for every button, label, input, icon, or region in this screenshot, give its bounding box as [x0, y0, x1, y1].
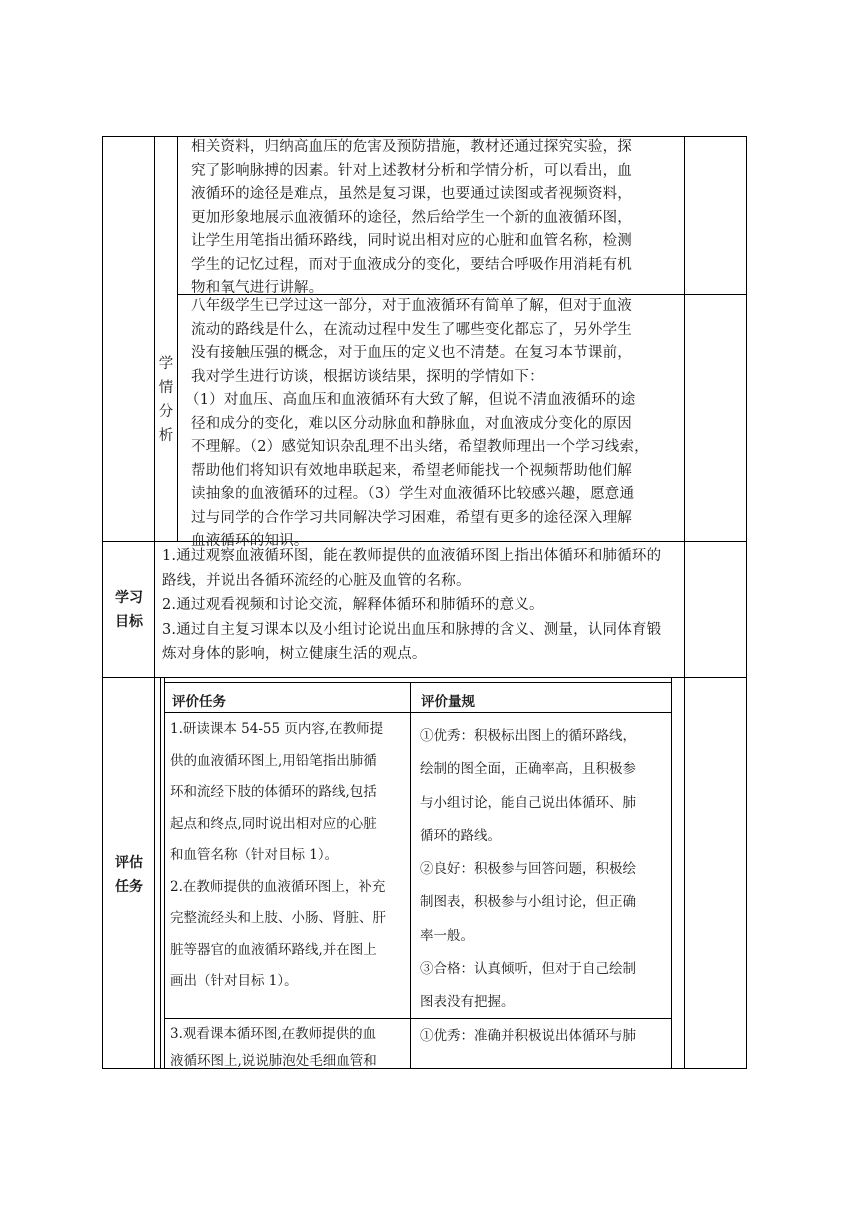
task-1-2-text [170, 714, 408, 998]
rubric-line: 制图表，积极参与小组讨论，但正确 [420, 894, 636, 911]
inner-table-top [164, 682, 672, 683]
rubric-line: 率一般。 [420, 927, 474, 944]
label-line: 任务 [115, 879, 143, 895]
sublabel-column-divider [177, 136, 178, 541]
header-evaluation-task: 评价任务 [172, 694, 226, 710]
text-line: 血液循环的知识。 [191, 533, 309, 549]
inner-header-divider [164, 712, 672, 713]
student-analysis-label: 学情分析 [158, 356, 174, 444]
rubric-line: ②良好：积极参与回答问题，积极绘 [420, 861, 636, 878]
task-line: 完整流经头和上肢、小肠、肾脏、肝 [170, 910, 386, 926]
inner-table-left-outer [160, 677, 161, 1068]
task-line: 起点和终点,同时说出相对应的心脏 [170, 815, 377, 832]
remark-column-divider-lower [684, 677, 685, 1068]
text-line: 帮助他们将知识有效地串联起来，希望老师能找一个视频帮助他们解 [191, 462, 632, 479]
goal-line: 3.通过自主复习课本以及小组讨论说出血压和脉搏的含义、测量，认同体育锻 [162, 621, 662, 638]
text-line: 物和氧气进行讲解。 [191, 280, 324, 296]
rubric-1-text [420, 720, 670, 1020]
textbook-analysis-text [191, 136, 681, 301]
learning-goals-text [162, 544, 682, 667]
task-line: 供的血液循环图上,用铅笔指出肺循 [170, 752, 377, 769]
label-column-divider [154, 136, 155, 1068]
label-line: 评估 [115, 855, 143, 871]
learning-goals-label [104, 586, 154, 634]
rubric-line: 与小组讨论，能自己说出体循环、肺 [420, 794, 636, 811]
text-line: 究了影响脉搏的因素。针对上述教材分析和学情分析，可以看出，血 [191, 162, 632, 179]
rubric-line: ③合格：认真倾听，但对于自己绘制 [420, 961, 636, 978]
rubric-line: 图表没有把握。 [420, 994, 515, 1011]
task-line: 环和流经下肢的体循环的路线,包括 [170, 784, 377, 800]
task-line: 和血管名称（针对目标 1）。 [170, 847, 339, 863]
label-line: 学习 [115, 590, 143, 606]
header-evaluation-rubric: 评价量规 [421, 694, 475, 710]
rubric-line: ①优秀：准确并积极说出体循环与肺 [420, 1028, 636, 1044]
label-line: 目标 [115, 614, 143, 630]
assessment-tasks-label [104, 851, 154, 899]
text-line: （1）对血压、高血压和血液循环有大致了解，但说不清血液循环的途 [185, 392, 636, 408]
rubric-2-text [420, 1023, 670, 1050]
task-3-text [170, 1021, 408, 1075]
task-line: 画出（针对目标 1）。 [170, 973, 298, 989]
inner-column-divider [410, 682, 411, 1068]
goal-line: 路线，并说出各循环流经的心脏及血管的名称。 [162, 572, 471, 589]
rubric-line: 循环的路线。 [420, 827, 501, 844]
text-line: 我对学生进行访谈，根据访谈结果，探明的学情如下： [191, 368, 544, 385]
goal-line: 2.通过观看视频和讨论交流，解释体循环和肺循环的意义。 [162, 597, 544, 613]
text-line: 读抽象的血液循环的过程。（3）学生对血液循环比较感兴趣，愿意通 [191, 486, 635, 502]
inner-table-left [164, 677, 165, 1068]
text-line: 液循环的途径是难点，虽然是复习课，也要通过读图或者视频资料， [191, 186, 632, 202]
text-line: 不理解。（2）感觉知识杂乱理不出头绪，希望教师理出一个学习线索， [191, 439, 649, 455]
goal-line: 炼对身体的影响，树立健康生活的观点。 [162, 646, 427, 662]
rubric-line: 绘制的图全面，正确率高，且积极参 [420, 761, 636, 778]
task-line: 3.观看课本循环图,在教师提供的血 [170, 1026, 377, 1042]
inner-table-right [671, 677, 672, 1068]
text-line: 相关资料，归纳高血压的危害及预防措施，教材还通过探究实验，探 [191, 139, 632, 155]
text-line: 更加形象地展示血液循环的途径，然后给学生一个新的血液循环图， [191, 209, 632, 226]
task-line: 液循环图上,说说肺泡处毛细血管和 [170, 1053, 377, 1069]
rubric-line: ①优秀：积极标出图上的循环路线， [420, 728, 636, 744]
text-line: 径和成分的变化，难以区分动脉血和静脉血，对血液成分变化的原因 [191, 415, 632, 432]
table-right-border [746, 136, 747, 1068]
text-line: 过与同学的合作学习共同解决学习困难，希望有更多的途径深入理解 [191, 509, 632, 526]
text-line: 八年级学生已学过这一部分，对于血液循环有简单了解，但对于血液 [191, 298, 632, 314]
remark-column-divider [684, 136, 685, 677]
text-line: 流动的路线是什么，在流动过程中发生了哪些变化都忘了，另外学生 [191, 321, 632, 338]
task-line: 脏等器官的血液循环路线,并在图上 [170, 941, 377, 958]
row-divider-assessment [102, 677, 747, 678]
text-line: 让学生用笔指出循环路线，同时说出相对应的心脏和血管名称，检测 [191, 233, 632, 249]
task-line: 2.在教师提供的血液循环图上，补充 [170, 878, 386, 895]
text-line: 没有接触压强的概念，对于血压的定义也不清楚。在复习本节课前， [191, 345, 632, 361]
table-left-border [102, 136, 103, 1068]
text-line: 学生的记忆过程，而对于血液成分的变化，要结合呼吸作用消耗有机 [191, 256, 632, 273]
task-line: 1.研读课本 54-55 页内容,在教师提 [170, 721, 384, 737]
goal-line: 1.通过观察血液循环图，能在教师提供的血液循环图上指出体循环和肺循环的 [162, 548, 662, 564]
student-analysis-text [185, 295, 681, 554]
